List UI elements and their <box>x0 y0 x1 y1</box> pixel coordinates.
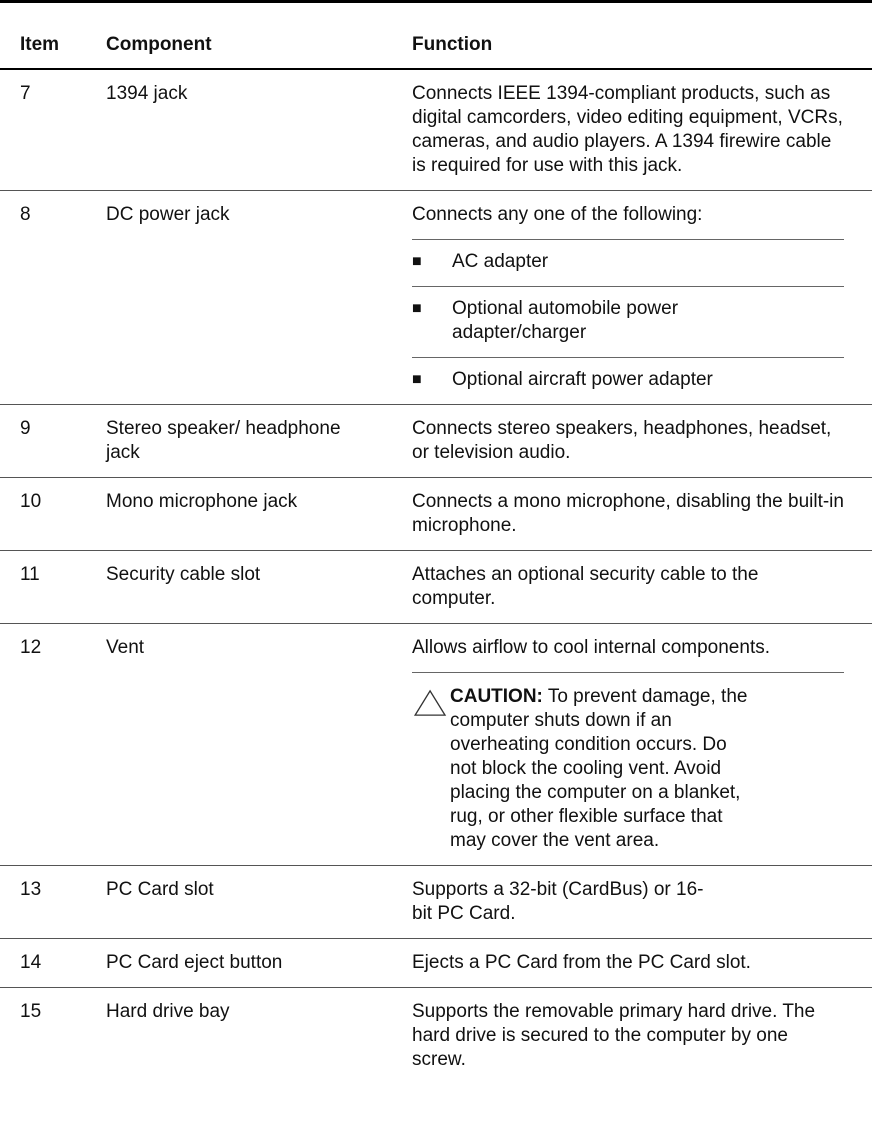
item-number: 10 <box>20 491 42 512</box>
table-row <box>0 191 872 405</box>
header-item: Item <box>20 34 60 55</box>
function-text: Allows airflow to cool internal components. <box>412 637 771 658</box>
function-text: Connects IEEE 1394-compliant products, such as digital camcorders, video editing equipment, VCRs, cameras, and audio players. A 1394 firewire cable is required for use with this jack. <box>412 83 843 176</box>
component-name: Security cable slot <box>106 564 261 585</box>
table-row <box>0 866 872 939</box>
caution-body <box>450 685 750 853</box>
table-row <box>0 551 872 624</box>
table-row <box>0 988 872 1085</box>
caution-label: CAUTION: <box>450 686 543 707</box>
component-name: 1394 jack <box>106 83 188 104</box>
function-text: Supports a 32-bit (CardBus) or 16-bit PC Card. <box>412 879 704 924</box>
item-number: 13 <box>20 879 42 900</box>
table-row <box>0 624 872 866</box>
caution-text: To prevent damage, the computer shuts down if an overheating condition occurs. Do not block the cooling vent. Avoid placing the computer on a blanket, rug, or other flexible surface that may cover the vent area. <box>450 686 748 851</box>
table-row <box>0 405 872 478</box>
item-number: 11 <box>20 564 40 585</box>
bullet-text: Optional automobile power adapter/charger <box>452 298 679 343</box>
table-header-row <box>0 22 872 69</box>
bullet-item <box>412 239 844 274</box>
function-text: Connects stereo speakers, headphones, headset, or television audio. <box>412 418 832 463</box>
bullet-square-icon: ■ <box>412 253 422 270</box>
bullet-text: AC adapter <box>452 251 549 272</box>
item-number: 7 <box>20 83 31 104</box>
function-cell <box>409 191 872 405</box>
function-text: Connects any one of the following: <box>412 204 703 225</box>
top-rule <box>0 0 872 3</box>
item-number: 12 <box>20 637 42 658</box>
item-number: 14 <box>20 952 42 973</box>
caution-note <box>412 672 844 853</box>
function-text: Ejects a PC Card from the PC Card slot. <box>412 952 751 973</box>
item-number: 15 <box>20 1001 42 1022</box>
function-text: Connects a mono microphone, disabling the built-in microphone. <box>412 491 844 536</box>
function-cell <box>409 624 872 866</box>
bullet-item <box>412 357 844 392</box>
item-number: 8 <box>20 204 31 225</box>
bullet-square-icon: ■ <box>412 371 422 388</box>
component-name: Vent <box>106 637 145 658</box>
component-name: DC power jack <box>106 204 230 225</box>
bullet-square-icon: ■ <box>412 300 422 317</box>
table-row <box>0 478 872 551</box>
table-row <box>0 69 872 191</box>
item-number: 9 <box>20 418 31 439</box>
bullet-text: Optional aircraft power adapter <box>452 369 713 390</box>
component-name: Hard drive bay <box>106 1001 230 1022</box>
header-component: Component <box>106 34 212 55</box>
component-name: Mono microphone jack <box>106 491 298 512</box>
caution-triangle-icon <box>412 689 450 717</box>
function-text: Attaches an optional security cable to the computer. <box>412 564 759 609</box>
component-name: PC Card eject button <box>106 952 283 973</box>
component-name: Stereo speaker/ headphone jack <box>106 418 341 463</box>
bullet-item <box>412 286 844 345</box>
component-name: PC Card slot <box>106 879 214 900</box>
table-row <box>0 939 872 988</box>
header-function: Function <box>412 34 493 55</box>
function-text: Supports the removable primary hard drive. The hard drive is secured to the computer by one screw. <box>412 1001 816 1070</box>
component-table <box>0 22 872 1084</box>
